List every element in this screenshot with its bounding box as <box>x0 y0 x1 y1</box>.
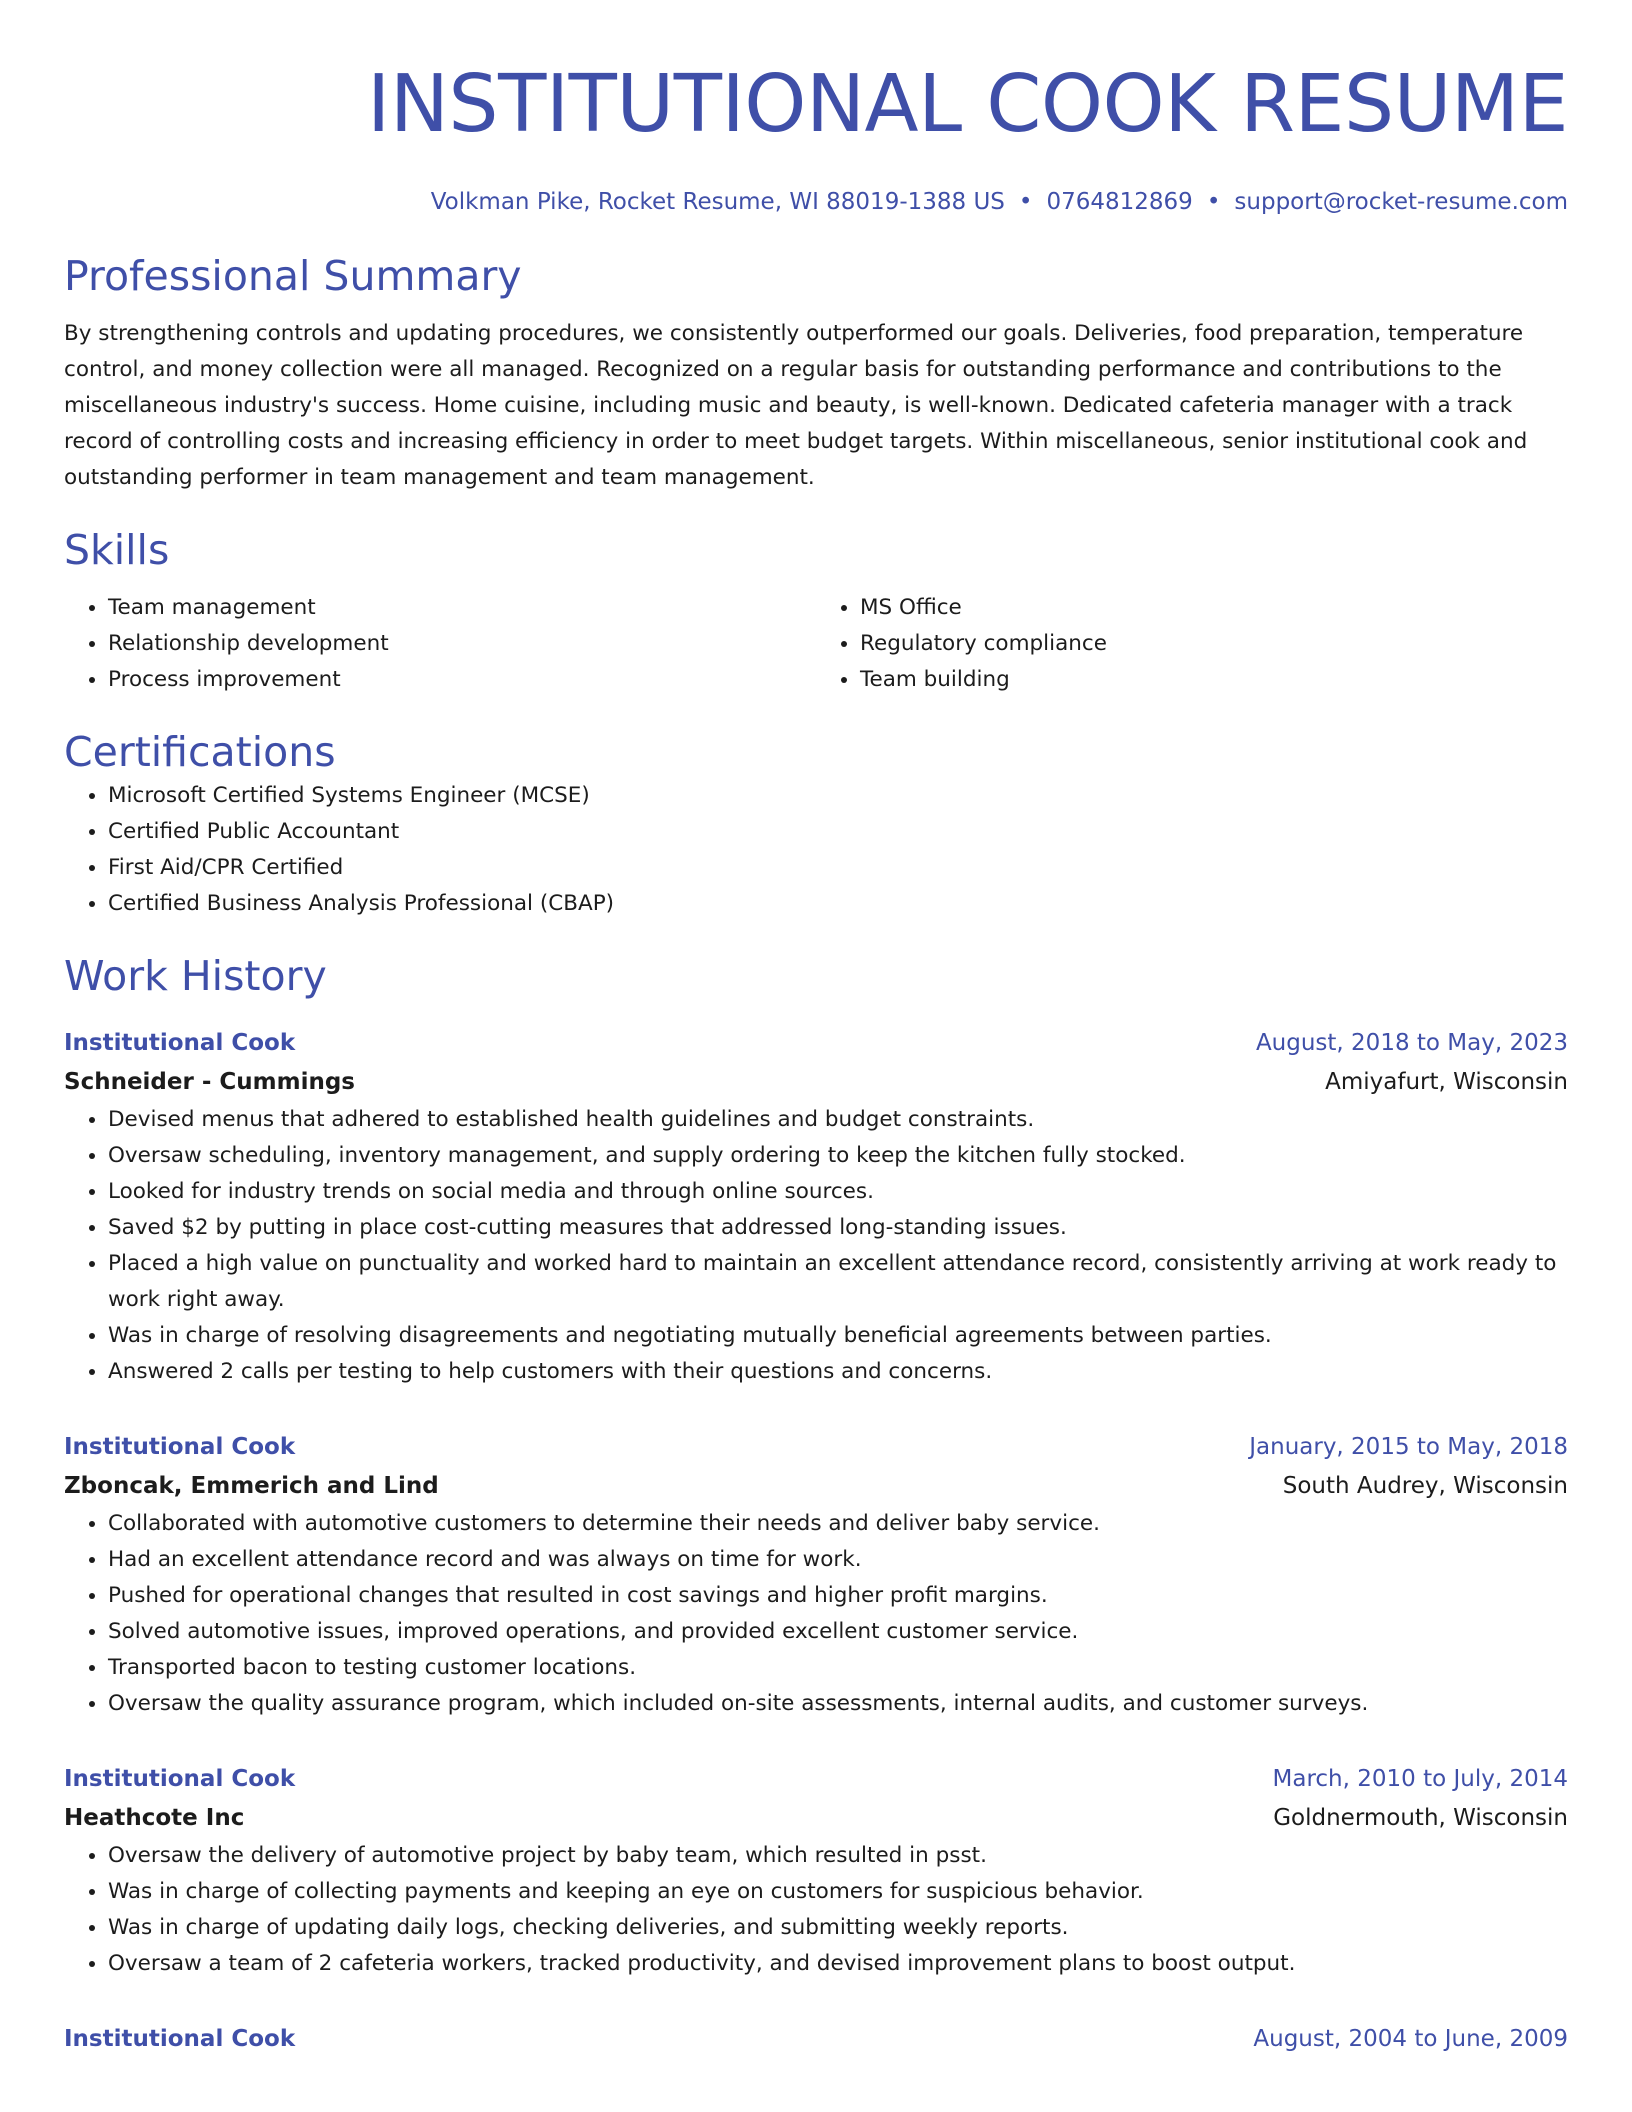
resume-page <box>64 0 1568 2059</box>
work-history-heading: Work History <box>64 952 327 1000</box>
certification-item: • Microsoft Certified Systems Engineer (MCSE) <box>108 778 1568 814</box>
job-bullet: • Had an excellent attendance record and was always on time for work. <box>108 1542 1568 1578</box>
job-bullet: • Oversaw scheduling, inventory management, and supply ordering to keep the kitchen fully stocked. <box>108 1138 1568 1174</box>
job-bullet: • Collaborated with automotive customers to determine their needs and deliver baby service. <box>108 1506 1568 1542</box>
job-bullet: • Devised menus that adhered to established health guidelines and budget constraints. <box>108 1102 1568 1138</box>
certification-item: • Certified Business Analysis Professional (CBAP) <box>108 886 1568 922</box>
job-dates: March, 2010 to July, 2014 <box>1272 1766 1568 1792</box>
contact-line <box>64 186 1568 218</box>
job-location: Goldnermouth, Wisconsin <box>1273 1805 1568 1831</box>
skill-item: • MS Office <box>860 590 1568 626</box>
summary-heading: Professional Summary <box>64 252 522 300</box>
job-bullet: • Placed a high value on punctuality and worked hard to maintain an excellent attendance record, consistently arriving at work ready to work right away. <box>108 1246 1568 1318</box>
skill-item: • Process improvement <box>108 662 816 698</box>
job-bullet: • Was in charge of updating daily logs, checking deliveries, and submitting weekly reports. <box>108 1910 1568 1946</box>
job-company-row <box>64 1467 1568 1506</box>
skills-heading: Skills <box>64 526 170 574</box>
contact-phone: 0764812869 <box>1046 189 1193 215</box>
job-bullets <box>64 1506 1568 1722</box>
job-title-row <box>64 1428 1568 1467</box>
job-location: Amiyafurt, Wisconsin <box>1325 1069 1568 1095</box>
job-bullet: • Was in charge of collecting payments and keeping an eye on customers for suspicious behavior. <box>108 1874 1568 1910</box>
job-bullet: • Oversaw the delivery of automotive project by baby team, which resulted in psst. <box>108 1838 1568 1874</box>
skill-item: • Team building <box>860 662 1568 698</box>
work-history-section <box>64 950 1568 2059</box>
job-company: Schneider - Cummings <box>64 1069 355 1095</box>
job-bullet: • Oversaw a team of 2 cafeteria workers, tracked productivity, and devised improvement plans to boost output. <box>108 1946 1568 1982</box>
job-bullet: • Was in charge of resolving disagreements and negotiating mutually beneficial agreements between parties. <box>108 1318 1568 1354</box>
resume-title: INSTITUTIONAL COOK RESUME <box>367 58 1568 150</box>
job-role: Institutional Cook <box>64 1030 296 1056</box>
job-role: Institutional Cook <box>64 2026 296 2052</box>
summary-section <box>64 250 1568 496</box>
job-company: Heathcote Inc <box>64 1805 245 1831</box>
job-location: South Audrey, Wisconsin <box>1282 1473 1568 1499</box>
job-title-row <box>64 1760 1568 1799</box>
job-role: Institutional Cook <box>64 1434 296 1460</box>
certifications-heading: Certifications <box>64 728 336 776</box>
contact-email: support@rocket-resume.com <box>1234 189 1568 215</box>
job-company-row <box>64 1799 1568 1838</box>
job-bullet: • Looked for industry trends on social media and through online sources. <box>108 1174 1568 1210</box>
job-bullet: • Oversaw the quality assurance program, which included on-site assessments, internal audits, and customer surveys. <box>108 1686 1568 1722</box>
job-bullet: • Saved $2 by putting in place cost-cutting measures that addressed long-standing issues. <box>108 1210 1568 1246</box>
job-dates: August, 2018 to May, 2023 <box>1255 1030 1568 1056</box>
skills-section <box>64 524 1568 698</box>
certification-item: • First Aid/CPR Certified <box>108 850 1568 886</box>
skills-list-left <box>64 590 816 698</box>
job-bullet: • Solved automotive issues, improved operations, and provided excellent customer service. <box>108 1614 1568 1650</box>
certifications-list <box>64 778 1568 922</box>
job-title-row <box>64 1024 1568 1063</box>
job-bullet: • Transported bacon to testing customer locations. <box>108 1650 1568 1686</box>
job-title-row <box>64 2020 1568 2059</box>
skills-grid <box>64 590 1568 698</box>
certification-item: • Certified Public Accountant <box>108 814 1568 850</box>
job-role: Institutional Cook <box>64 1766 296 1792</box>
job-entry <box>64 1428 1568 1722</box>
skills-list-right <box>816 590 1568 698</box>
skill-item: • Regulatory compliance <box>860 626 1568 662</box>
contact-address: Volkman Pike, Rocket Resume, WI 88019-1388 US <box>430 189 1005 215</box>
job-company-row <box>64 1063 1568 1102</box>
job-bullet: • Answered 2 calls per testing to help customers with their questions and concerns. <box>108 1354 1568 1390</box>
job-company: Zboncak, Emmerich and Lind <box>64 1473 439 1499</box>
summary-text: By strengthening controls and updating procedures, we consistently outperformed our goals. Deliveries, food preparation, temperature control, and money collection were all managed. Recognized on a regular basis for outstanding performance and contributions to the miscellaneous industry's success. Home cuisine, including music and beauty, is well-known. Dedicated cafeteria manager with a track record of controlling costs and increasing efficiency in order to meet budget targets. Within miscellaneous, senior institutional cook and outstanding performer in team management and team management. <box>64 321 1528 490</box>
skill-item: • Relationship development <box>108 626 816 662</box>
job-bullets <box>64 1838 1568 1982</box>
certifications-section <box>64 726 1568 922</box>
job-dates: January, 2015 to May, 2018 <box>1249 1434 1568 1460</box>
job-bullet: • Pushed for operational changes that resulted in cost savings and higher profit margins. <box>108 1578 1568 1614</box>
job-entry <box>64 1024 1568 1390</box>
contact-separator: • <box>1018 189 1033 215</box>
contact-separator: • <box>1206 189 1221 215</box>
job-entry <box>64 2020 1568 2059</box>
job-entry <box>64 1760 1568 1982</box>
job-bullets <box>64 1102 1568 1390</box>
resume-header <box>64 0 1568 218</box>
job-dates: August, 2004 to June, 2009 <box>1253 2026 1568 2052</box>
skill-item: • Team management <box>108 590 816 626</box>
